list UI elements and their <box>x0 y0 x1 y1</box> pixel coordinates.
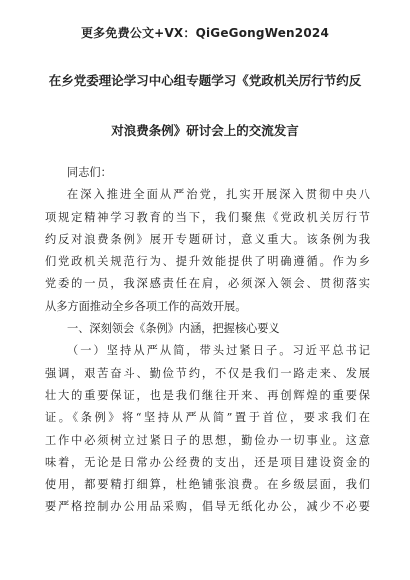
body-line: （一）坚持从严从简，带头过紧日子。习近平总书记 <box>67 344 370 358</box>
body-line: 味着，无论是日常办公经费的支出，还是项目建设资金的 <box>45 455 370 469</box>
body-line: 从多方面推动全乡各项工作的高效开展。 <box>45 299 247 313</box>
body-line: 工作中必须树立过紧日子的思想，勤俭办一切事业。这意 <box>45 433 370 447</box>
salutation: 同志们： <box>67 166 112 179</box>
body-line: 强调，艰苦奋斗、勤俭节约，不仅是我们一路走来、发展 <box>45 366 370 380</box>
document-title-line-1: 在乡党委理论学习中心组专题学习《党政机关厉行节约反 <box>48 73 362 88</box>
header-note: 更多免费公文+VX：QiGeGongWen2024 <box>80 26 329 40</box>
body-line: 证。《条例》将“坚持从严从简”置于首位，要求我们在 <box>45 411 370 425</box>
document-title-line-2: 对浪费条例》研讨会上的交流发言 <box>111 123 299 138</box>
body-line: 使用，都要精打细算，杜绝铺张浪费。在乡级层面，我们 <box>45 478 370 492</box>
document-body <box>45 162 370 519</box>
body-line: 要严格控制办公用品采购，倡导无纸化办公，减少不必要 <box>45 500 370 514</box>
body-line: 们党政机关规范行为、提升效能提供了明确遵循。作为乡 <box>45 255 370 269</box>
body-line: 党委的一员，我深感责任在肩，必须深入领会、贯彻落实 <box>45 277 370 291</box>
body-line: 在深入推进全面从严治党，扎实开展深入贯彻中央八 <box>67 188 370 202</box>
body-line: 壮大的重要保证，也是我们继往开来、再创辉煌的重要保 <box>45 388 370 402</box>
body-line: 约反对浪费条例》展开专题研讨，意义重大。该条例为我 <box>45 232 370 246</box>
body-line: 项规定精神学习教育的当下，我们聚焦《党政机关厉行节 <box>45 210 370 224</box>
section-heading: 一、深刻领会《条例》内涵，把握核心要义 <box>67 322 280 336</box>
